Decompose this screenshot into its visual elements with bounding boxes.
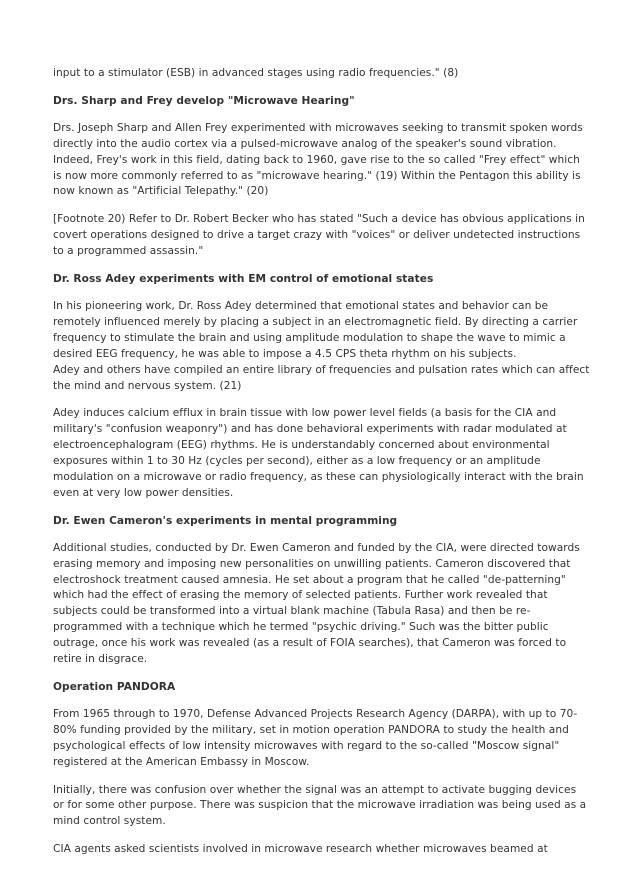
paragraph-moscow-signal bbox=[53, 783, 585, 831]
text-line: Indeed, Frey's work in this field, dating back to 1960, gave rise to the so called "Frey effect" which bbox=[53, 153, 580, 166]
text-line: retire in disgrace. bbox=[53, 653, 148, 666]
text-line: electroencephalogram (EEG) rhythms. He is understandably concerned about environmental bbox=[53, 439, 550, 452]
text-line: the mind and nervous system. (21) bbox=[53, 379, 242, 392]
paragraph-adey-calcium bbox=[53, 406, 585, 501]
text-line: programmed with a technique which he termed "psychic driving." Such was the bitter public bbox=[53, 621, 549, 634]
text-line: or for some other purpose. There was suspicion that the microwave irradiation was being used as a bbox=[53, 799, 587, 812]
document-page bbox=[53, 66, 590, 870]
text-line: Drs. Joseph Sharp and Allen Frey experimented with microwaves seeking to transmit spoken words bbox=[53, 121, 583, 134]
text-line: 80% funding provided by the military, set in motion operation PANDORA to study the health and bbox=[53, 723, 569, 736]
paragraph-adey-pioneering bbox=[53, 299, 590, 394]
text-line: which had the effect of erasing the memory of selected patients. Further work revealed that bbox=[53, 589, 548, 602]
text-line: [Footnote 20) Refer to Dr. Robert Becker who has stated "Such a device has obvious applications in bbox=[53, 213, 585, 226]
text-line: military's "confusion weaponry") and has done behavioral experiments with radar modulated at bbox=[53, 423, 567, 436]
text-line: CIA agents asked scientists involved in microwave research whether microwaves beamed at bbox=[53, 843, 548, 856]
text-line: now known as "Artificial Telepathy." (20) bbox=[53, 185, 269, 198]
text-line: electroshock treatment caused amnesia. He set about a program that he called "de-patterning" bbox=[53, 573, 566, 586]
text-line: In his pioneering work, Dr. Ross Adey determined that emotional states and behavior can be bbox=[53, 299, 549, 312]
paragraph-cia-agents bbox=[53, 842, 585, 858]
paragraph-microwave-hearing bbox=[53, 121, 585, 201]
heading-ross-adey: Dr. Ross Adey experiments with EM control of emotional states bbox=[53, 273, 434, 286]
paragraph-pandora-darpa bbox=[53, 707, 585, 771]
text-line: input to a stimulator (ESB) in advanced stages using radio frequencies." (8) bbox=[53, 67, 459, 79]
text-line: outrage, once his work was revealed (as a result of FOIA searches), that Cameron was forced to bbox=[53, 637, 567, 650]
text-line: Adey and others have compiled an entire library of frequencies and pulsation rates which can affect bbox=[53, 363, 590, 376]
text-line: From 1965 through to 1970, Defense Advanced Projects Research Agency (DARPA), with up to 70- bbox=[53, 707, 578, 720]
text-line: remotely influenced merely by placing a subject in an electromagnetic field. By directing a carrier bbox=[53, 315, 578, 328]
text-line: even at very low power densities. bbox=[53, 486, 234, 499]
text-line: Adey induces calcium efflux in brain tissue with low power level fields (a basis for the CIA and bbox=[53, 407, 557, 420]
text-line: exposures within 1 to 30 Hz (cycles per second), either as a low frequency or an amplitude bbox=[53, 455, 541, 468]
text-line: modulation on a microwave or radio frequency, as these can physiologically interact with the brain bbox=[53, 471, 584, 484]
text-line: frequency to stimulate the brain and using amplitude modulation to shape the wave to mimic a bbox=[53, 331, 566, 344]
text-line: covert operations designed to drive a target crazy with "voices" or deliver undetected instructions bbox=[53, 229, 581, 242]
text-line: subjects could be transformed into a virtual blank machine (Tabula Rasa) and then be re- bbox=[53, 605, 531, 618]
text-line: desired EEG frequency, he was able to impose a 4.5 CPS theta rhythm on his subjects. bbox=[53, 347, 517, 360]
paragraph-cameron-studies bbox=[53, 541, 585, 668]
paragraph-footnote-20 bbox=[53, 212, 585, 260]
text-line: erasing memory and imposing new personalities on unwilling patients. Cameron discovered that bbox=[53, 557, 571, 570]
text-line: mind control system. bbox=[53, 815, 166, 828]
heading-ewen-cameron: Dr. Ewen Cameron's experiments in mental programming bbox=[53, 514, 398, 527]
text-line: directly into the audio cortex via a pulsed-microwave analog of the speaker's sound vibration. bbox=[53, 137, 557, 150]
paragraph-esb-intro bbox=[53, 66, 585, 82]
text-line: to a programmed assassin." bbox=[53, 245, 204, 258]
text-line: is now more commonly referred to as "microwave hearing." (19) Within the Pentagon this ability is bbox=[53, 169, 581, 182]
text-line: Additional studies, conducted by Dr. Ewen Cameron and funded by the CIA, were directed towards bbox=[53, 541, 580, 554]
text-line: psychological effects of low intensity microwaves with regard to the so-called "Moscow signal" bbox=[53, 739, 560, 752]
text-line: Initially, there was confusion over whether the signal was an attempt to activate bugging devices bbox=[53, 783, 577, 796]
heading-sharp-frey: Drs. Sharp and Frey develop "Microwave Hearing" bbox=[53, 94, 355, 107]
text-line: registered at the American Embassy in Moscow. bbox=[53, 755, 310, 768]
heading-operation-pandora: Operation PANDORA bbox=[53, 681, 176, 693]
